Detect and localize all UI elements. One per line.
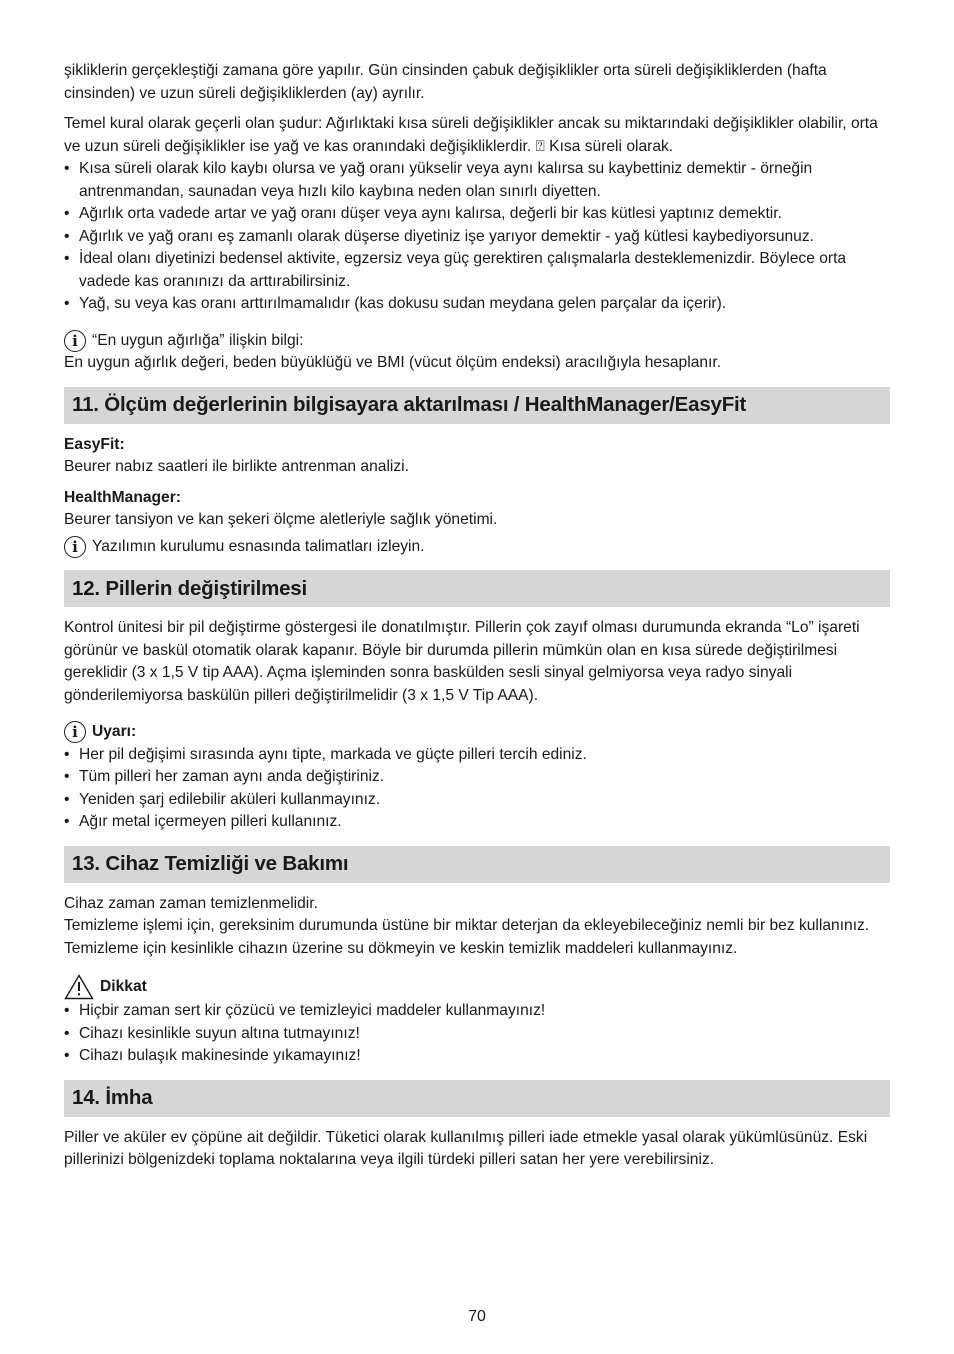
list-item: • Cihazı kesinlikle suyun altına tutmayınız! [64,1023,890,1046]
list-item: • Tüm pilleri her zaman aynı anda değiştiriniz. [64,766,890,789]
warning-label: Uyarı: [92,723,137,740]
healthmanager-label: HealthManager: [64,488,181,506]
section-13-heading: 13. Cihaz Temizliği ve Bakımı [64,846,890,883]
cleaning-paragraph-2: Temizleme işlemi için, gereksinim durumunda üstüne bir miktar deterjan da ekleyebileceğiniz nemli bir bez kullanınız. Temizleme için kesinlikle cihazın üzerine su dökmeyin ve keskin temizlik maddeleri kullanmayınız. [64,917,870,957]
list-item: • Kısa süreli olarak kilo kaybı olursa ve yağ oranı yükselir veya aynı kalırsa su kaybettiniz demektir - örneğin antrenmandan, saunadan veya hızlı kilo kaybına neden olan sınırlı diyetten. [64,158,890,203]
section-11-heading: 11. Ölçüm değerlerinin bilgisayara aktarılması / HealthManager/EasyFit [64,387,890,424]
list-item: • Cihazı bulaşık makinesinde yıkamayınız! [64,1045,890,1068]
info-note [64,330,890,353]
document-page [64,60,890,1172]
info-note-title: “En uygun ağırlığa” ilişkin bilgi: [92,331,304,349]
list-item: • Her pil değişimi sırasında aynı tipte, markada ve güçte pilleri tercih ediniz. [64,744,890,767]
easyfit-text: Beurer nabız saatleri ile birlikte antrenman analizi. [64,458,409,475]
install-note-text: Yazılımın kurulumu esnasında talimatları izleyin. [92,537,425,555]
easyfit-label: EasyFit: [64,435,125,453]
info-icon: i [64,536,86,558]
battery-paragraph: Kontrol ünitesi bir pil değiştirme göstergesi ile donatılmıştır. Pillerin çok zayıf olması durumunda ekranda “Lo” işareti görünür ve baskül otomatik olarak kapanır. Böyle bir durumda pillerin mümkün olan en kısa sürede değiştirilmesi gereklidir (3 x 1,5 V tip AAA). Açma işleminden sonra baskülden sesli sinyal gelmiyorsa veya radyo sinyali gönderilemiyorsa baskülün pilleri değiştirilmelidir (3 x 1,5 V Tip AAA). [64,619,860,704]
intro-paragraph-2: Temel kural olarak geçerli olan şudur: Ağırlıktaki kısa süreli değişiklikler ancak su miktarındaki değişiklikler olabilir, orta ve uzun süreli değişiklikler ise yağ ve kas oranındaki değişikliklerdir. ⍰ Kısa süreli olarak. [64,115,878,155]
warning-triangle-icon [64,974,94,1000]
caution-note [64,974,890,1000]
info-note-text: En uygun ağırlık değeri, beden büyüklüğü ve BMI (vücut ölçüm endeksi) aracılığıyla hesaplanır. [64,354,722,371]
section-14-heading: 14. İmha [64,1080,890,1117]
intro-bullet-list [64,158,890,316]
battery-warning [64,721,890,744]
info-icon: i [64,721,86,743]
disposal-paragraph: Piller ve aküler ev çöpüne ait değildir. Tüketici olarak kullanılmış pilleri iade etmekle yasal olarak yükümlüsünüz. Eski pillerinizi bölgenizdeki toplama noktalarına veya ilgili türdeki pilleri satan her yere verebilirsiniz. [64,1128,868,1168]
list-item: • Yağ, su veya kas oranı arttırılmamalıdır (kas dokusu sudan meydana gelen parçalar da içerir). [64,293,890,316]
cleaning-paragraph-1: Cihaz zaman zaman temizlenmelidir. [64,894,318,912]
info-icon: i [64,330,86,352]
list-item: • Ağırlık ve yağ oranı eş zamanlı olarak düşerse diyetiniz işe yarıyor demektir - yağ kütlesi kaybediyorsunuz. [64,226,890,249]
battery-bullet-list [64,744,890,834]
intro-paragraph-1: şikliklerin gerçekleştiği zamana göre yapılır. Gün cinsinden çabuk değişiklikler orta süreli değişikliklerden (hafta cinsinden) ve uzun süreli değişikliklerden (ay) ayrılır. [64,62,827,102]
list-item: • Ağırlık orta vadede artar ve yağ oranı düşer veya aynı kalırsa, değerli bir kas kütlesi yaptınız demektir. [64,203,890,226]
cleaning-bullet-list [64,1000,890,1068]
page-number: 70 [468,1308,486,1325]
list-item: • Yeniden şarj edilebilir aküleri kullanmayınız. [64,789,890,812]
caution-label: Dikkat [100,977,147,995]
list-item: • Hiçbir zaman sert kir çözücü ve temizleyici maddeler kullanmayınız! [64,1000,890,1023]
healthmanager-text: Beurer tansiyon ve kan şekeri ölçme aletleriyle sağlık yönetimi. [64,511,498,528]
list-item: • İdeal olanı diyetinizi bedensel aktivite, egzersiz veya güç gerektiren çalışmalarla desteklemenizdir. Böylece orta vadede kas oranınızı da arttırabilirsiniz. [64,248,890,293]
list-item: • Ağır metal içermeyen pilleri kullanınız. [64,811,890,834]
section-12-heading: 12. Pillerin değiştirilmesi [64,570,890,607]
install-note [64,536,890,559]
